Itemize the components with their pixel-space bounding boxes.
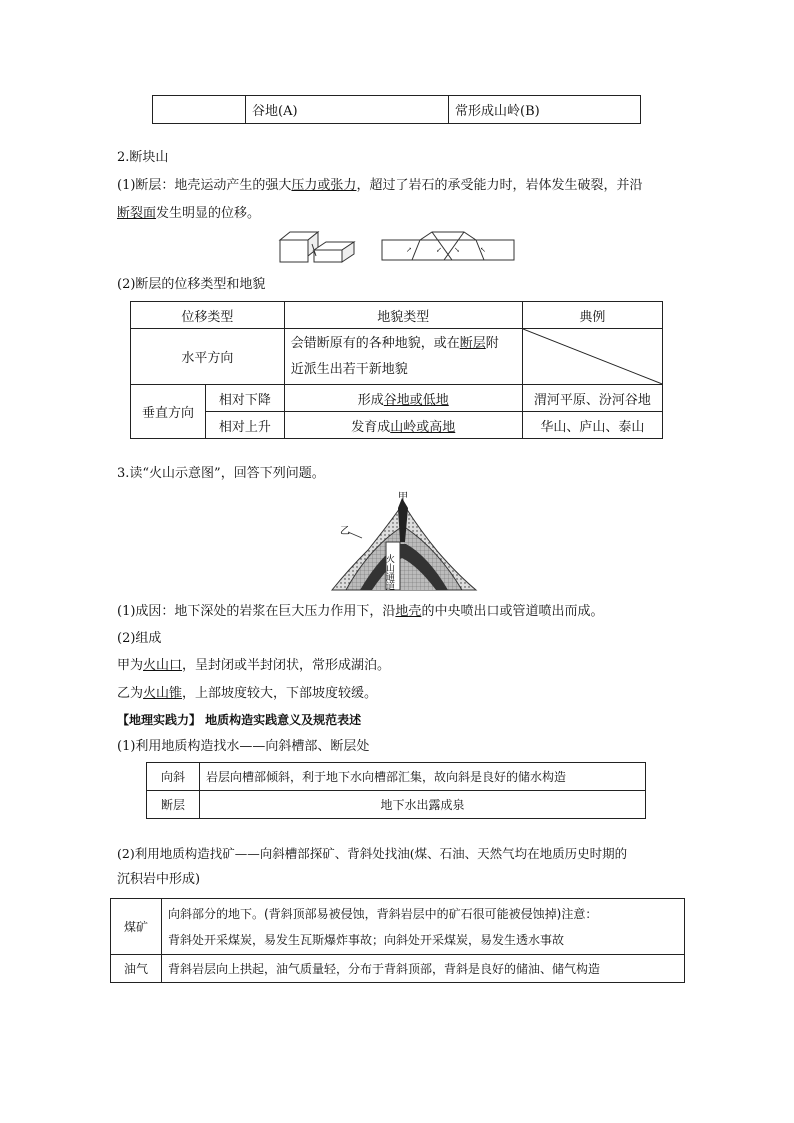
fault-desc: 地下水出露成泉 bbox=[200, 791, 646, 819]
top-table bbox=[152, 95, 641, 124]
header-landform-type: 地貌类型 bbox=[284, 302, 522, 329]
horst-graben-diagram bbox=[380, 230, 516, 262]
volcano-diagram bbox=[328, 490, 478, 594]
top-table-valley-cell: 谷地(A) bbox=[246, 96, 449, 124]
cone-label: 乙 bbox=[340, 526, 350, 537]
relative-rise: 相对上升 bbox=[206, 412, 285, 439]
oil-gas-desc: 背斜岩层向上拱起，油气质量轻，分布于背斜顶部，背斜是良好的储油、储气构造 bbox=[162, 955, 685, 983]
fault-definition-line2: 断裂面发生明显的位移。 bbox=[117, 206, 261, 221]
find-ore-line2: 沉积岩中形成) bbox=[117, 872, 201, 887]
ore-table bbox=[110, 898, 685, 983]
svg-text:↖: ↖ bbox=[480, 246, 486, 254]
header-example: 典例 bbox=[522, 302, 662, 329]
horizontal-direction: 水平方向 bbox=[131, 329, 285, 385]
top-table-empty-cell bbox=[153, 96, 246, 124]
crater-description: 甲为火山口，呈封闭或半封闭状，常形成湖泊。 bbox=[117, 658, 391, 673]
header-displacement-type: 位移类型 bbox=[131, 302, 285, 329]
horizontal-landform: 会错断原有的各种地貌，或在断层附 近派生出若干新地貌 bbox=[284, 329, 522, 385]
svg-text:↙: ↙ bbox=[436, 246, 442, 254]
find-water-heading: (1)利用地质构造找水——向斜槽部、断层处 bbox=[117, 739, 370, 754]
svg-text:↘: ↘ bbox=[454, 246, 460, 254]
syncline-desc: 岩层向槽部倾斜，利于地下水向槽部汇集，故向斜是良好的储水构造 bbox=[200, 763, 646, 791]
water-table bbox=[146, 762, 646, 819]
fault-block-diagram bbox=[278, 230, 358, 264]
fault-label: 断层 bbox=[147, 791, 200, 819]
vertical-direction: 垂直方向 bbox=[131, 385, 206, 439]
volcanic-channel-label: 火山通道 bbox=[384, 554, 394, 590]
find-ore-line1: (2)利用地质构造找矿——向斜槽部探矿、背斜处找油(煤、石油、天然气均在地质历史时期的 bbox=[117, 846, 628, 861]
section-3-title: 3.读“火山示意图”，回答下列问题。 bbox=[117, 466, 325, 481]
svg-text:↗: ↗ bbox=[406, 246, 412, 254]
crater-label: 甲 bbox=[398, 492, 408, 503]
volcano-cause: (1)成因：地下深处的岩浆在巨大压力作用下，沿地壳的中央喷出口或管道喷出而成。 bbox=[117, 604, 604, 619]
oil-gas-label: 油气 bbox=[111, 955, 162, 983]
cone-description: 乙为火山锥，上部坡度较大，下部坡度较缓。 bbox=[117, 686, 378, 701]
fault-types-heading: (2)断层的位移类型和地貌 bbox=[117, 277, 266, 292]
relative-drop: 相对下降 bbox=[206, 385, 285, 412]
drop-landform: 形成谷地或低地 bbox=[284, 385, 522, 412]
answer-valley: 谷地或低地 bbox=[383, 392, 449, 408]
volcano-composition-heading: (2)组成 bbox=[117, 631, 162, 646]
answer-pressure: 压力或张力 bbox=[291, 178, 357, 193]
answer-crust: 地壳 bbox=[395, 604, 422, 619]
fault-definition-line1: (1)断层：地壳运动产生的强大压力或张力，超过了岩石的承受能力时，岩体发生破裂，并沿 bbox=[117, 178, 643, 193]
top-table-ridge-cell: 常形成山岭(B) bbox=[449, 96, 641, 124]
coal-label: 煤矿 bbox=[111, 899, 162, 955]
answer-cone: 火山锥 bbox=[143, 686, 183, 701]
rise-landform: 发育成山岭或高地 bbox=[284, 412, 522, 439]
syncline-label: 向斜 bbox=[147, 763, 200, 791]
section-2-title: 2.断块山 bbox=[117, 150, 169, 165]
coal-desc: 向斜部分的地下。(背斜顶部易被侵蚀，背斜岩层中的矿石很可能被侵蚀掉)注意： 背斜处开采煤炭，易发生瓦斯爆炸事故；向斜处开采煤炭，易发生透水事故 bbox=[162, 899, 685, 955]
answer-fault: 断层 bbox=[459, 335, 486, 351]
fault-table bbox=[130, 301, 663, 439]
rise-example: 华山、庐山、泰山 bbox=[522, 412, 662, 439]
drop-example: 渭河平原、汾河谷地 bbox=[522, 385, 662, 412]
diagonal-empty-cell bbox=[522, 329, 662, 385]
answer-crater: 火山口 bbox=[143, 658, 183, 673]
answer-mountain: 山岭或高地 bbox=[390, 419, 456, 435]
answer-fracture-plane: 断裂面 bbox=[117, 206, 157, 221]
practice-heading: 【地理实践力】 地质构造实践意义及规范表述 bbox=[117, 713, 362, 727]
